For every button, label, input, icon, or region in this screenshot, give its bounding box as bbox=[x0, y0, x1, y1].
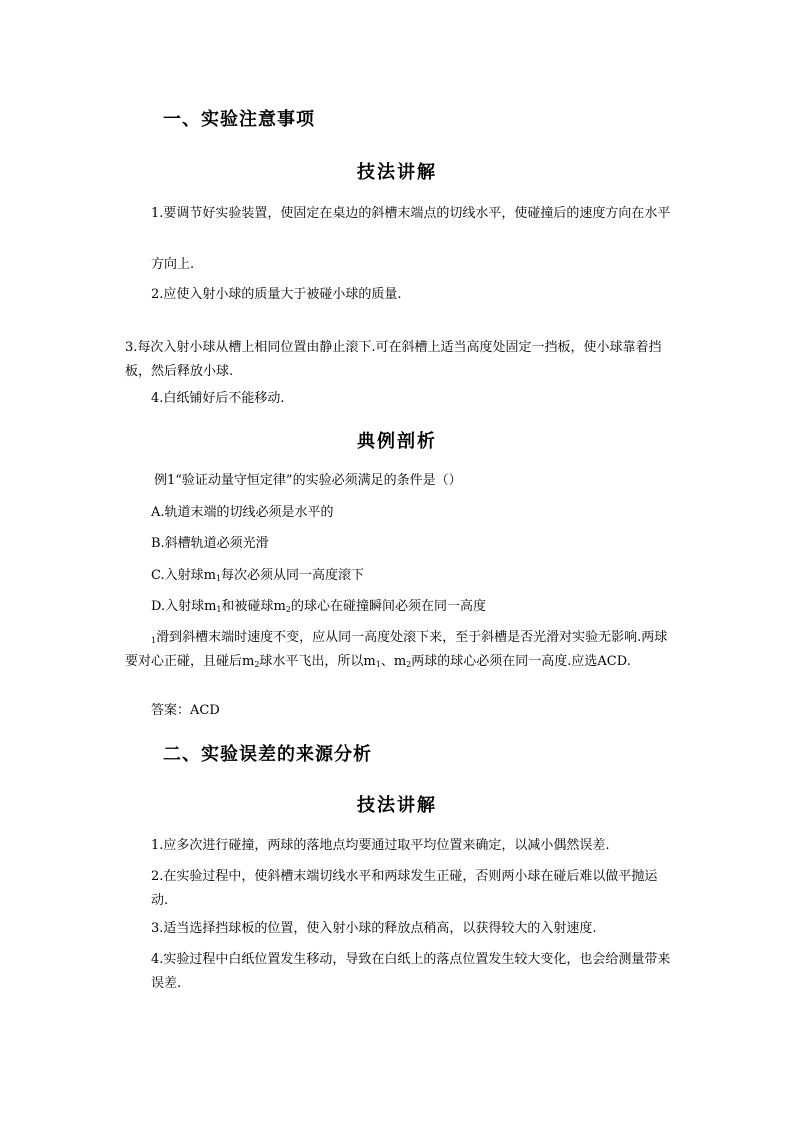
option-b: B.斜槽轨道必须光滑 bbox=[151, 536, 269, 551]
option-c bbox=[151, 564, 364, 588]
analysis-sub-c: 2 bbox=[406, 660, 412, 669]
section1-subtitle-technique: 技法讲解 bbox=[357, 162, 437, 183]
option-d-sub2: 2 bbox=[285, 605, 291, 614]
analysis-part2: 球水平飞出，所以m bbox=[259, 654, 376, 669]
option-c-pre: C.入射球m bbox=[151, 568, 216, 583]
section1-item-2: 2.应使入射小球的质量大于被碰小球的质量. bbox=[151, 287, 402, 302]
example-answer: 答案：ACD bbox=[151, 703, 220, 718]
option-c-sub: 1 bbox=[215, 574, 222, 583]
analysis-sub-a: 2 bbox=[254, 660, 260, 669]
analysis-part1: 滑到斜槽末端时速度不变，应从同一高度处滚下来，至于斜槽是否光滑对实验无影响.两球要对心正碰，且碰后m bbox=[125, 630, 668, 669]
section2-item-2: 2.在实验过程中，使斜槽末端切线水平和两球发生正碰，否则两小球在碰后难以做平抛运动. bbox=[151, 869, 658, 908]
section2-subtitle-technique: 技法讲解 bbox=[357, 795, 437, 816]
section1-item-4: 4.白纸铺好后不能移动. bbox=[151, 391, 285, 406]
option-d-mid: 和被碰球m bbox=[221, 599, 286, 614]
example-analysis bbox=[125, 626, 673, 674]
analysis-sub-start: 1 bbox=[151, 636, 157, 645]
section1-subtitle-example: 典例剖析 bbox=[357, 431, 437, 452]
section2-item-4: 4.实验过程中白纸位置发生移动，导致在白纸上的落点位置发生较大变化，也会给测量带来误差. bbox=[151, 952, 671, 991]
option-d-post: 的球心在碰撞瞬间必须在同一高度 bbox=[290, 599, 486, 614]
section1-title: 一、实验注意事项 bbox=[163, 109, 315, 130]
analysis-part3: 、m bbox=[380, 654, 407, 669]
section2-item-1: 1.应多次进行碰撞，两球的落地点均要通过取平均位置来确定，以减小偶然误差. bbox=[151, 838, 610, 853]
option-a: A.轨道末端的切线必须是水平的 bbox=[151, 505, 334, 520]
option-c-post: 每次必须从同一高度滚下 bbox=[221, 568, 365, 583]
section1-item-3: 3.每次入射小球从槽上相同位置由静止滚下.可在斜槽上适当高度处固定一挡板，使小球靠着挡板，然后释放小球. bbox=[125, 340, 662, 379]
option-d-sub1: 1 bbox=[216, 605, 222, 614]
option-d-pre: D.入射球m bbox=[151, 599, 217, 614]
option-d bbox=[151, 595, 486, 619]
analysis-part4: 两球的球心必须在同一高度.应选ACD. bbox=[411, 654, 631, 669]
analysis-sub-b: 1 bbox=[375, 660, 381, 669]
example-question: 例1“验证动量守恒定律”的实验必须满足的条件是（） bbox=[154, 473, 462, 488]
section2-item-3: 3.适当选择挡球板的位置，使入射小球的释放点稍高，以获得较大的入射速度. bbox=[151, 921, 597, 936]
section1-item-1: 1.要调节好实验装置，使固定在桌边的斜槽末端点的切线水平，使碰撞后的速度方向在水平 bbox=[151, 206, 671, 221]
section2-title: 二、实验误差的来源分析 bbox=[163, 744, 372, 765]
section1-item-1-cont: 方向上. bbox=[151, 257, 195, 272]
